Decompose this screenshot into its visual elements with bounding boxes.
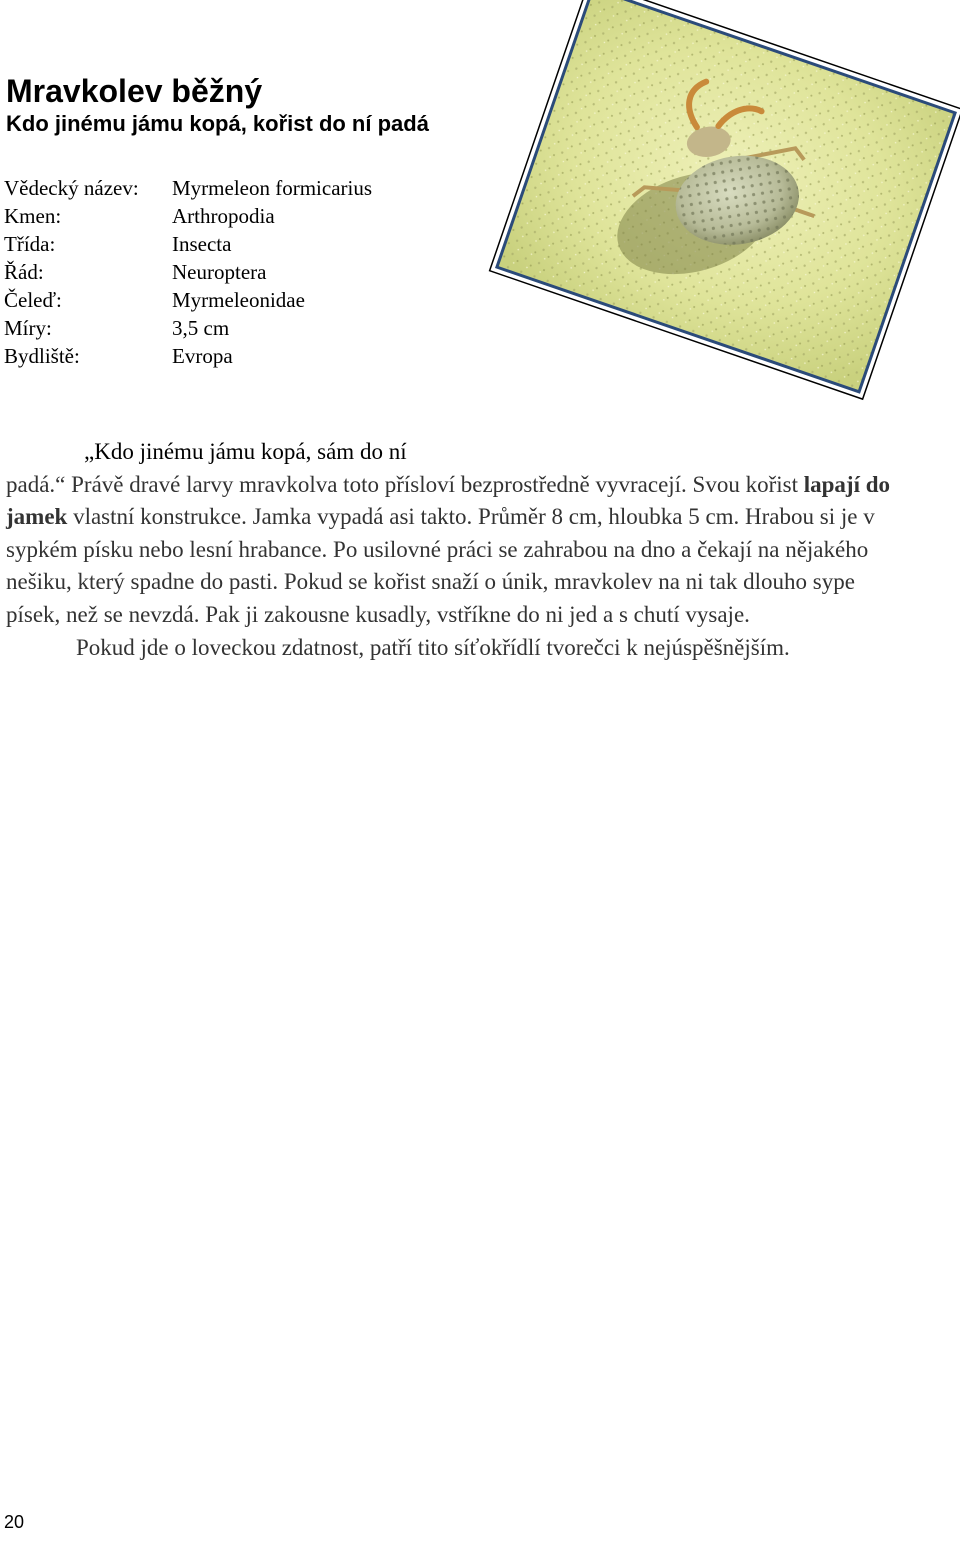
fact-label: Čeleď: xyxy=(4,288,62,312)
fact-label: Třída: xyxy=(4,232,56,256)
antlion-larva-photo xyxy=(489,0,960,400)
page-title: Mravkolev běžný xyxy=(6,73,263,109)
body-paragraph xyxy=(6,436,906,664)
fact-label: Řád: xyxy=(4,260,44,284)
fact-label: Míry: xyxy=(4,316,52,340)
antlion-larva-image xyxy=(489,0,960,400)
fact-row xyxy=(4,202,372,230)
fact-row xyxy=(4,314,372,342)
fact-value: Evropa xyxy=(172,344,233,368)
fact-value: Insecta xyxy=(172,232,232,256)
fact-value: Myrmeleonidae xyxy=(172,288,305,312)
closing-paragraph: Pokud jde o loveckou zdatnost, patří tito síťokřídlí tvorečci k nejúspěšnějším. xyxy=(76,634,790,660)
fact-value: Myrmeleon formicarius xyxy=(172,176,373,200)
fact-value: Arthropodia xyxy=(172,204,275,228)
fact-row xyxy=(4,286,372,314)
fact-row xyxy=(4,230,372,258)
paragraph-text: padá.“ Právě dravé larvy mravkolva toto přísloví bezprostředně vyvracejí. Svou kořist xyxy=(6,471,804,497)
emphasis-text: lapají do jamek xyxy=(6,471,891,530)
fact-row xyxy=(4,258,372,286)
fact-row xyxy=(4,342,372,370)
taxonomy-table xyxy=(4,174,372,370)
fact-value: Neuroptera xyxy=(172,260,267,284)
paragraph-text-continued: vlastní konstrukce. Jamka vypadá asi takto. Průměr 8 cm, hloubka 5 cm. Hrabou si je v sypkém písku nebo lesní hrabance. Po usilovné práci se zahrabou na dno a čekají na nějakého nešiku, který spadne do pasti. Pokud se kořist snaží o únik, mravkolev na ni tak dlouho sype písek, než se nevzdá. Pak ji zakousne kusadly, vstříkne do ni jed a s chutí vysaje. xyxy=(6,504,875,627)
page-subtitle: Kdo jinému jámu kopá, kořist do ní padá xyxy=(6,111,429,136)
page-number: 20 xyxy=(4,1512,25,1532)
fact-label: Vědecký název: xyxy=(4,176,139,200)
fact-row xyxy=(4,174,372,202)
fact-label: Kmen: xyxy=(4,204,62,228)
proverb-quote: „Kdo jinému jámu kopá, sám do ní xyxy=(84,439,407,464)
fact-value: 3,5 cm xyxy=(172,316,230,340)
fact-label: Bydliště: xyxy=(4,344,80,368)
